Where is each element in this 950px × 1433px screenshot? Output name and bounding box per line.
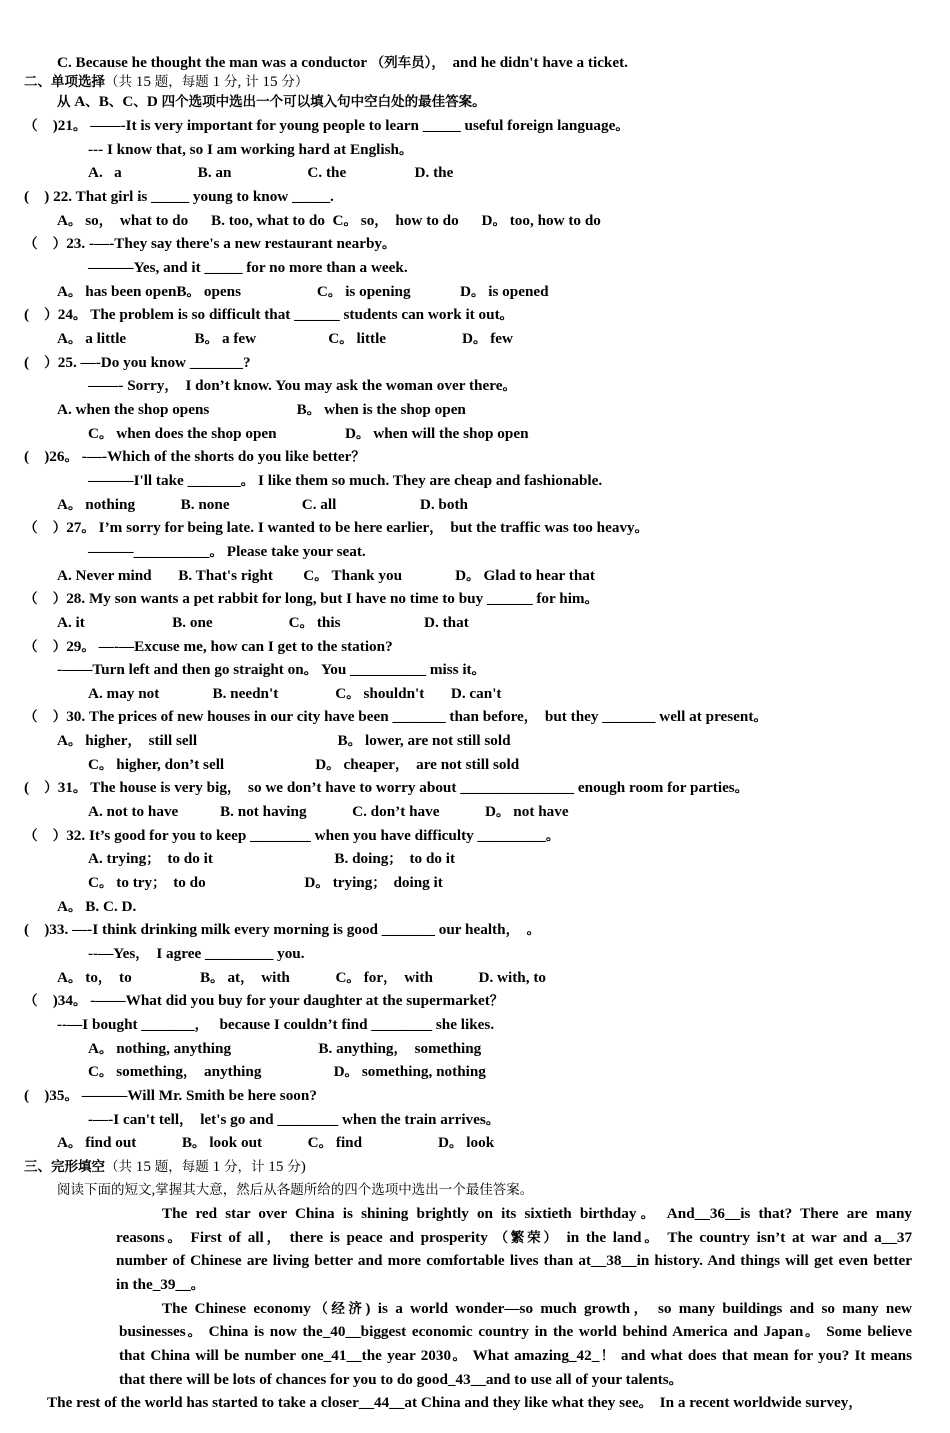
text-line xyxy=(24,920,540,940)
text-line xyxy=(57,92,486,112)
text-line xyxy=(88,424,529,444)
line-text: ( ）25. —-Do you know _______? xyxy=(24,354,251,371)
text-line xyxy=(57,613,469,633)
passage-line: reasons。 First of all， there is peace and prosperity （繁荣） in the land。 The country isn’t at war and a__37 xyxy=(116,1229,912,1246)
text-line xyxy=(57,897,136,917)
line-text: A。 nothing, anything B. anything， something xyxy=(88,1040,482,1057)
text-line xyxy=(24,305,513,325)
text-line xyxy=(57,566,595,586)
text-line xyxy=(57,211,601,231)
line-text: A. may not B. needn't C。 shouldn't D. can't xyxy=(88,685,502,702)
line-text: ———__________。 Please take your seat. xyxy=(88,543,366,560)
line-text: C。 to try； to do D。 trying； doing it xyxy=(88,874,443,891)
line-text: ———I'll take _______。 I like them so much. They are cheap and fashionable. xyxy=(88,472,603,489)
text-line xyxy=(88,755,519,775)
text-line xyxy=(57,329,513,349)
text-line xyxy=(88,140,412,160)
text-line xyxy=(57,1180,533,1200)
text-line xyxy=(24,116,629,136)
text-line xyxy=(88,163,453,183)
line-note: （共 15 题，每题 1 分，计 15 分) xyxy=(105,1158,306,1175)
passage-line: that there will be lots of chances for you to do good_43__and to use all of your talents。 xyxy=(119,1371,683,1388)
text-line xyxy=(24,1086,317,1106)
text-line xyxy=(57,400,466,420)
line-text: A。 find out B。 look out C。 find D。 look xyxy=(57,1134,495,1151)
text-line xyxy=(57,1133,494,1153)
line-text: ( ) 22. That girl is _____ young to know _____. xyxy=(24,188,334,205)
line-text: A。 B. C. D. xyxy=(57,898,137,915)
line-text: （ )21。 ——-It is very important for young people to learn _____ useful foreign language。 xyxy=(24,117,629,134)
line-text: C。 something， anything D。 something, nothing xyxy=(88,1063,486,1080)
line-text: （ )34。 -——What did you buy for your daughter at the supermarket？ xyxy=(24,992,504,1009)
line-text: A. a B. an C. the D. the xyxy=(88,164,454,181)
text-line xyxy=(88,873,443,893)
line-text: 从 A、B、C、D 四个选项中选出一个可以填入句中空白处的最佳答案。 xyxy=(57,93,486,110)
passage-line: that China will be number one_41__the year 2030。 What amazing_42_！ and what does that mean for you? It means xyxy=(119,1347,912,1364)
text-line xyxy=(57,495,468,515)
text-line xyxy=(88,258,408,278)
text-line xyxy=(57,1015,494,1035)
line-text: （ ）28. My son wants a pet rabbit for long, but I have no time to buy ______ for him。 xyxy=(24,590,599,607)
line-text: A. not to have B. not having C. don’t have D。 not have xyxy=(88,803,569,820)
passage-line: The rest of the world has started to take a closer__44__at China and they like what they see。 In a recent worldwide survey， xyxy=(47,1394,862,1411)
line-text: ——- Sorry， I don’t know. You may ask the woman over there。 xyxy=(88,377,516,394)
text-line xyxy=(24,589,598,609)
line-text: ( )35。 ———Will Mr. Smith be here soon? xyxy=(24,1087,317,1104)
text-line xyxy=(88,471,602,491)
text-line xyxy=(24,353,251,373)
line-text: --—Yes， I agree _________ you. xyxy=(88,945,305,962)
text-line xyxy=(24,72,308,92)
text-line xyxy=(24,447,365,467)
line-text: A。 has been openB。 opens C。 is opening D。 is opened xyxy=(57,283,549,300)
line-text: A. it B. one C。 this D. that xyxy=(57,614,469,631)
line-text: -—-I can't tell， let's go and ________ when the train arrives。 xyxy=(88,1111,500,1128)
line-text: --- I know that, so I am working hard at English。 xyxy=(88,141,413,158)
text-line xyxy=(24,518,648,538)
line-text: ———Yes, and it _____ for no more than a week. xyxy=(88,259,408,276)
text-line xyxy=(57,660,485,680)
line-text: ( ）24。 The problem is so difficult that ______ students can work it out。 xyxy=(24,306,514,323)
text-line xyxy=(57,968,546,988)
text-line xyxy=(88,1062,486,1082)
text-line xyxy=(57,53,628,73)
text-line xyxy=(57,282,549,302)
line-text: C。 higher, don’t sell D。 cheaper， are not still sold xyxy=(88,756,520,773)
text-line xyxy=(88,802,569,822)
line-text: （ ）30. The prices of new houses in our city have been _______ than before， but they _______ well at present。 xyxy=(24,708,767,725)
line-text: （ ）29。 —-—Excuse me, how can I get to the station? xyxy=(24,638,393,655)
text-line xyxy=(88,542,366,562)
line-text: --—I bought _______， because I couldn’t find ________ she likes. xyxy=(57,1016,495,1033)
text-line xyxy=(88,849,455,869)
line-text: （ ）32. It’s good for you to keep ________ when you have difficulty _________。 xyxy=(24,827,560,844)
line-text: ( )33. —-I think drinking milk every morning is good _______ our health， 。 xyxy=(24,921,541,938)
passage-line: number of Chinese are living better and more comfortable lives than at__38__in history. And things will get even better xyxy=(116,1252,912,1269)
passage-line: The Chinese economy（经济) is a world wonder—so much growth， so many buildings and so many new xyxy=(162,1300,912,1317)
line-note: 阅读下面的短文,掌握其大意，然后从各题所给的四个选项中选出一个最佳答案。 xyxy=(57,1181,534,1198)
line-text: A。 nothing B. none C. all D. both xyxy=(57,496,468,513)
text-line xyxy=(24,637,393,657)
text-line xyxy=(88,944,305,964)
text-line xyxy=(88,684,502,704)
text-line xyxy=(24,991,503,1011)
line-text: A。 higher， still sell B。 lower, are not still sold xyxy=(57,732,511,749)
text-line xyxy=(24,778,748,798)
text-line xyxy=(24,187,334,207)
passage-line: in the_39__。 xyxy=(116,1276,205,1293)
line-text: C. Because he thought the man was a conductor （列车员）， and he didn't have a ticket. xyxy=(57,54,628,71)
line-text: 三、完形填空 xyxy=(24,1159,105,1175)
line-text: C。 when does the shop open D。 when will the shop open xyxy=(88,425,529,442)
line-text: ( ）31。 The house is very big， so we don’t have to worry about _______________ enough room for parties。 xyxy=(24,779,749,796)
passage-line: businesses。 China is now the_40__biggest economic country in the world behind America and Japan。 Some believe xyxy=(119,1323,912,1340)
text-line xyxy=(88,1110,499,1130)
line-text: A. when the shop opens B。 when is the shop open xyxy=(57,401,466,418)
passage-line: The red star over China is shining brightly on its sixtieth birthday。 And__36__is that? There are many xyxy=(162,1205,912,1222)
text-line xyxy=(88,376,516,396)
line-text: 二、单项选择 xyxy=(24,74,105,90)
text-line xyxy=(57,731,511,751)
line-text: （ ）27。 I’m sorry for being late. I wanted to be here earlier， but the traffic was too heavy。 xyxy=(24,519,649,536)
line-text: A。 to， to B。 at， with C。 for， with D. with, to xyxy=(57,969,546,986)
line-text: ( )26。 -—-Which of the shorts do you like better？ xyxy=(24,448,365,465)
line-text: （ ）23. -—-They say there's a new restaurant nearby。 xyxy=(24,235,396,252)
text-line xyxy=(24,826,559,846)
line-note: （共 15 题，每题 1 分, 计 15 分） xyxy=(105,73,309,90)
line-text: A. Never mind B. That's right C。 Thank you D。 Glad to hear that xyxy=(57,567,595,584)
text-line xyxy=(24,707,767,727)
text-line xyxy=(88,1039,481,1059)
line-text: A。 so， what to do B. too, what to do C。 so， how to do D。 too, how to do xyxy=(57,212,601,229)
line-text: -——Turn left and then go straight on。 You __________ miss it。 xyxy=(57,661,486,678)
line-text: A. trying； to do it B. doing； to do it xyxy=(88,850,456,867)
line-text: A。 a little B。 a few C。 little D。 few xyxy=(57,330,514,347)
text-line xyxy=(24,234,396,254)
text-line xyxy=(24,1157,306,1177)
